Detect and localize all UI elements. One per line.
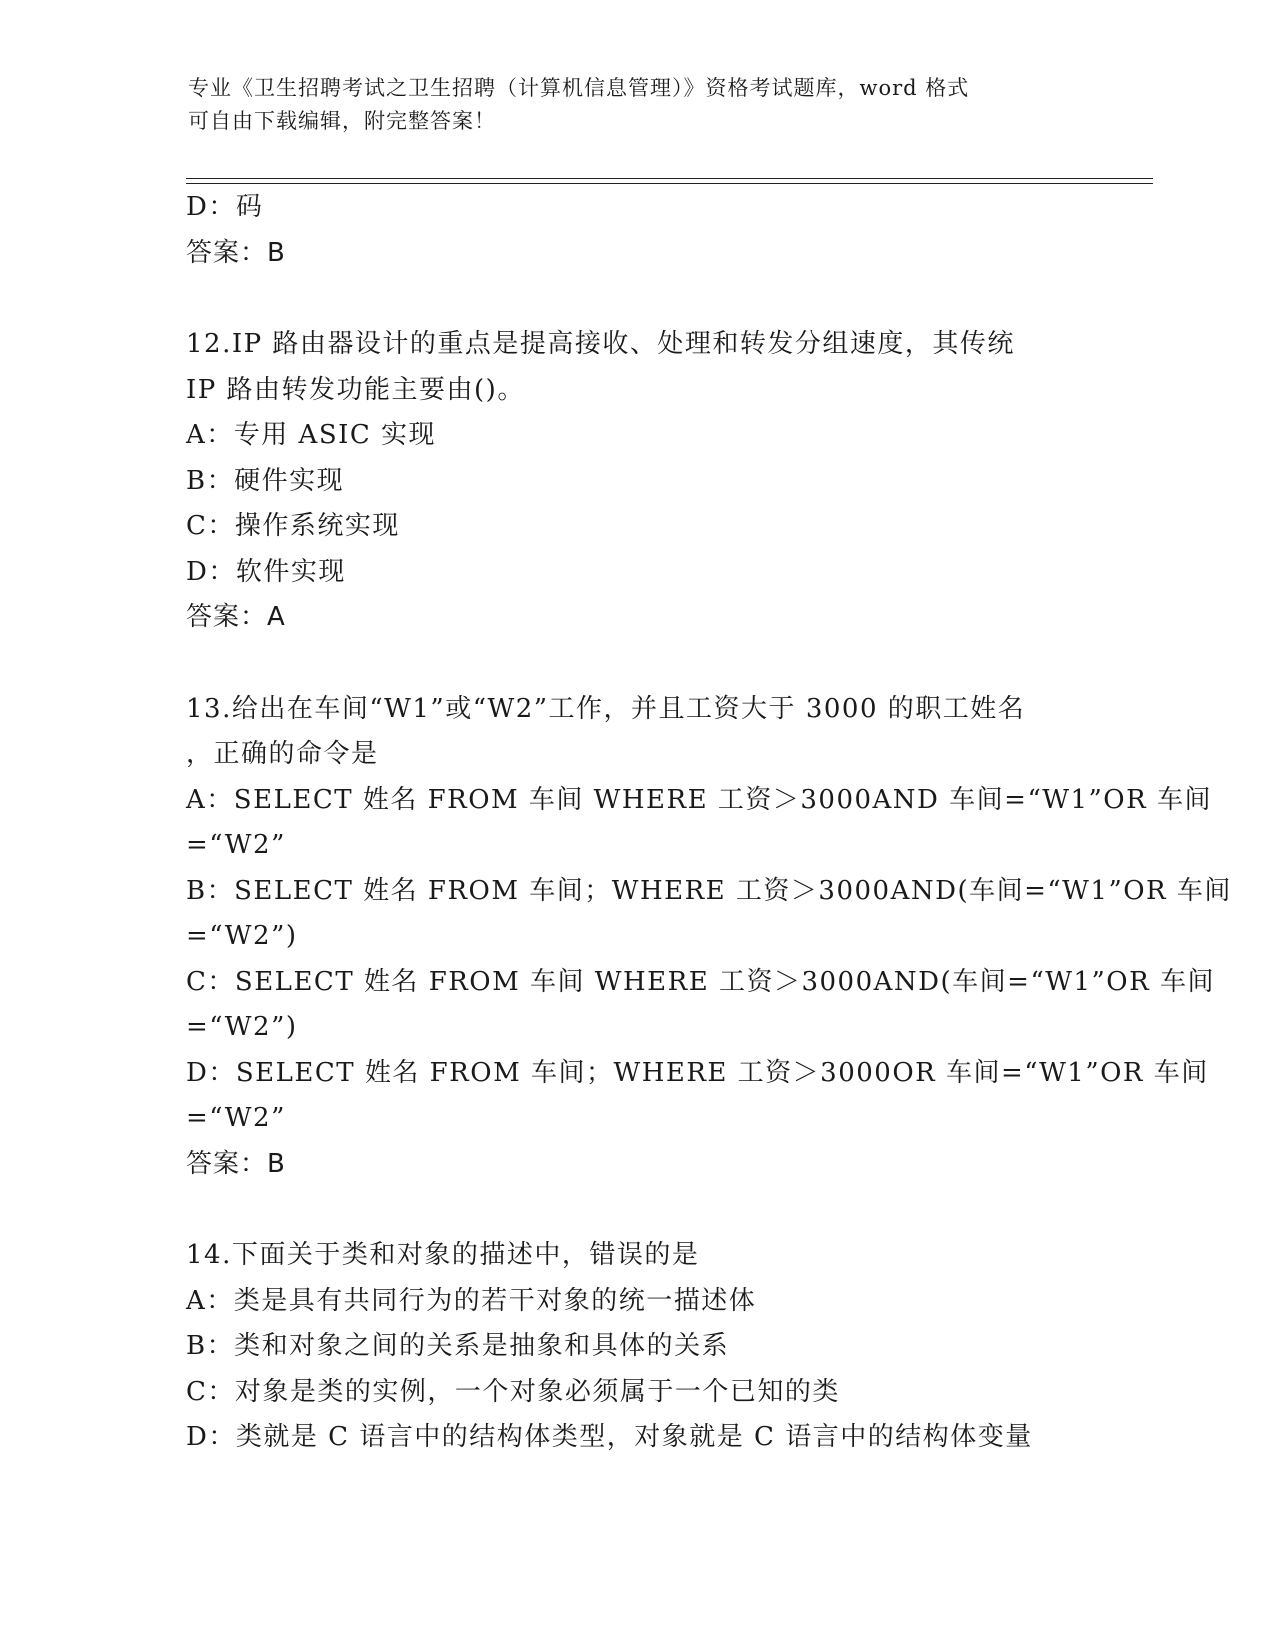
question-stem: 13.给出在车间“W1”或“W2”工作，并且工资大于 3000 的职工姓名 [186, 693, 1026, 724]
page-header [188, 72, 1088, 138]
option-d: D：类就是 C 语言中的结构体类型，对象就是 C 语言中的结构体变量 [186, 1422, 1033, 1452]
option-c-continued: =“W2”) [186, 1012, 298, 1042]
option-d-continued: =“W2” [186, 1103, 286, 1133]
option-d: D：码 [186, 192, 264, 222]
document-body [186, 185, 1232, 1461]
option-c: C：操作系统实现 [186, 511, 400, 541]
header-divider-top [186, 178, 1153, 179]
option-b: B：类和对象之间的关系是抽象和具体的关系 [186, 1331, 730, 1361]
option-a-continued: =“W2” [186, 830, 286, 860]
header-divider-bottom [186, 183, 1153, 184]
option-c: C：对象是类的实例，一个对象必须属于一个已知的类 [186, 1376, 840, 1407]
question-stem: 14.下面关于类和对象的描述中，错误的是 [186, 1240, 700, 1270]
answer: 答案：B [186, 237, 286, 268]
header-line-1: 专业《卫生招聘考试之卫生招聘（计算机信息管理）》资格考试题库，word 格式 [188, 76, 970, 100]
option-b: B：硬件实现 [186, 465, 345, 496]
option-a: A：类是具有共同行为的若干对象的统一描述体 [186, 1285, 757, 1316]
question-13 [186, 687, 1232, 1188]
option-d: D：SELECT 姓名 FROM 车间；WHERE 工资＞3000OR 车间=“W1”OR 车间 [186, 1057, 1209, 1088]
spacer [186, 1187, 1086, 1233]
header-line-2: 可自由下载编辑，附完整答案！ [188, 109, 496, 133]
option-b: B：SELECT 姓名 FROM 车间；WHERE 工资＞3000AND(车间=“W1”OR 车间 [186, 875, 1232, 906]
answer: 答案：B [186, 1148, 286, 1179]
option-a: A：SELECT 姓名 FROM 车间 WHERE 工资＞3000AND 车间=“W1”OR 车间 [186, 784, 1212, 815]
option-b-continued: =“W2”) [186, 921, 298, 951]
question-stem-continued: IP 路由转发功能主要由()。 [186, 374, 525, 405]
question-stem: 12.IP 路由器设计的重点是提高接收、处理和转发分组速度，其传统 [186, 329, 1015, 359]
question-12 [186, 322, 1086, 641]
option-a: A：专用 ASIC 实现 [186, 420, 437, 450]
answer: 答案：A [186, 602, 286, 632]
question-14 [186, 1233, 1086, 1461]
option-c: C：SELECT 姓名 FROM 车间 WHERE 工资＞3000AND(车间=“W1”OR 车间 [186, 966, 1215, 997]
spacer [186, 276, 1086, 322]
question-11-tail [186, 185, 1086, 276]
option-d: D：软件实现 [186, 556, 346, 587]
question-stem-continued: ，正确的命令是 [186, 739, 379, 769]
spacer [186, 641, 1086, 687]
